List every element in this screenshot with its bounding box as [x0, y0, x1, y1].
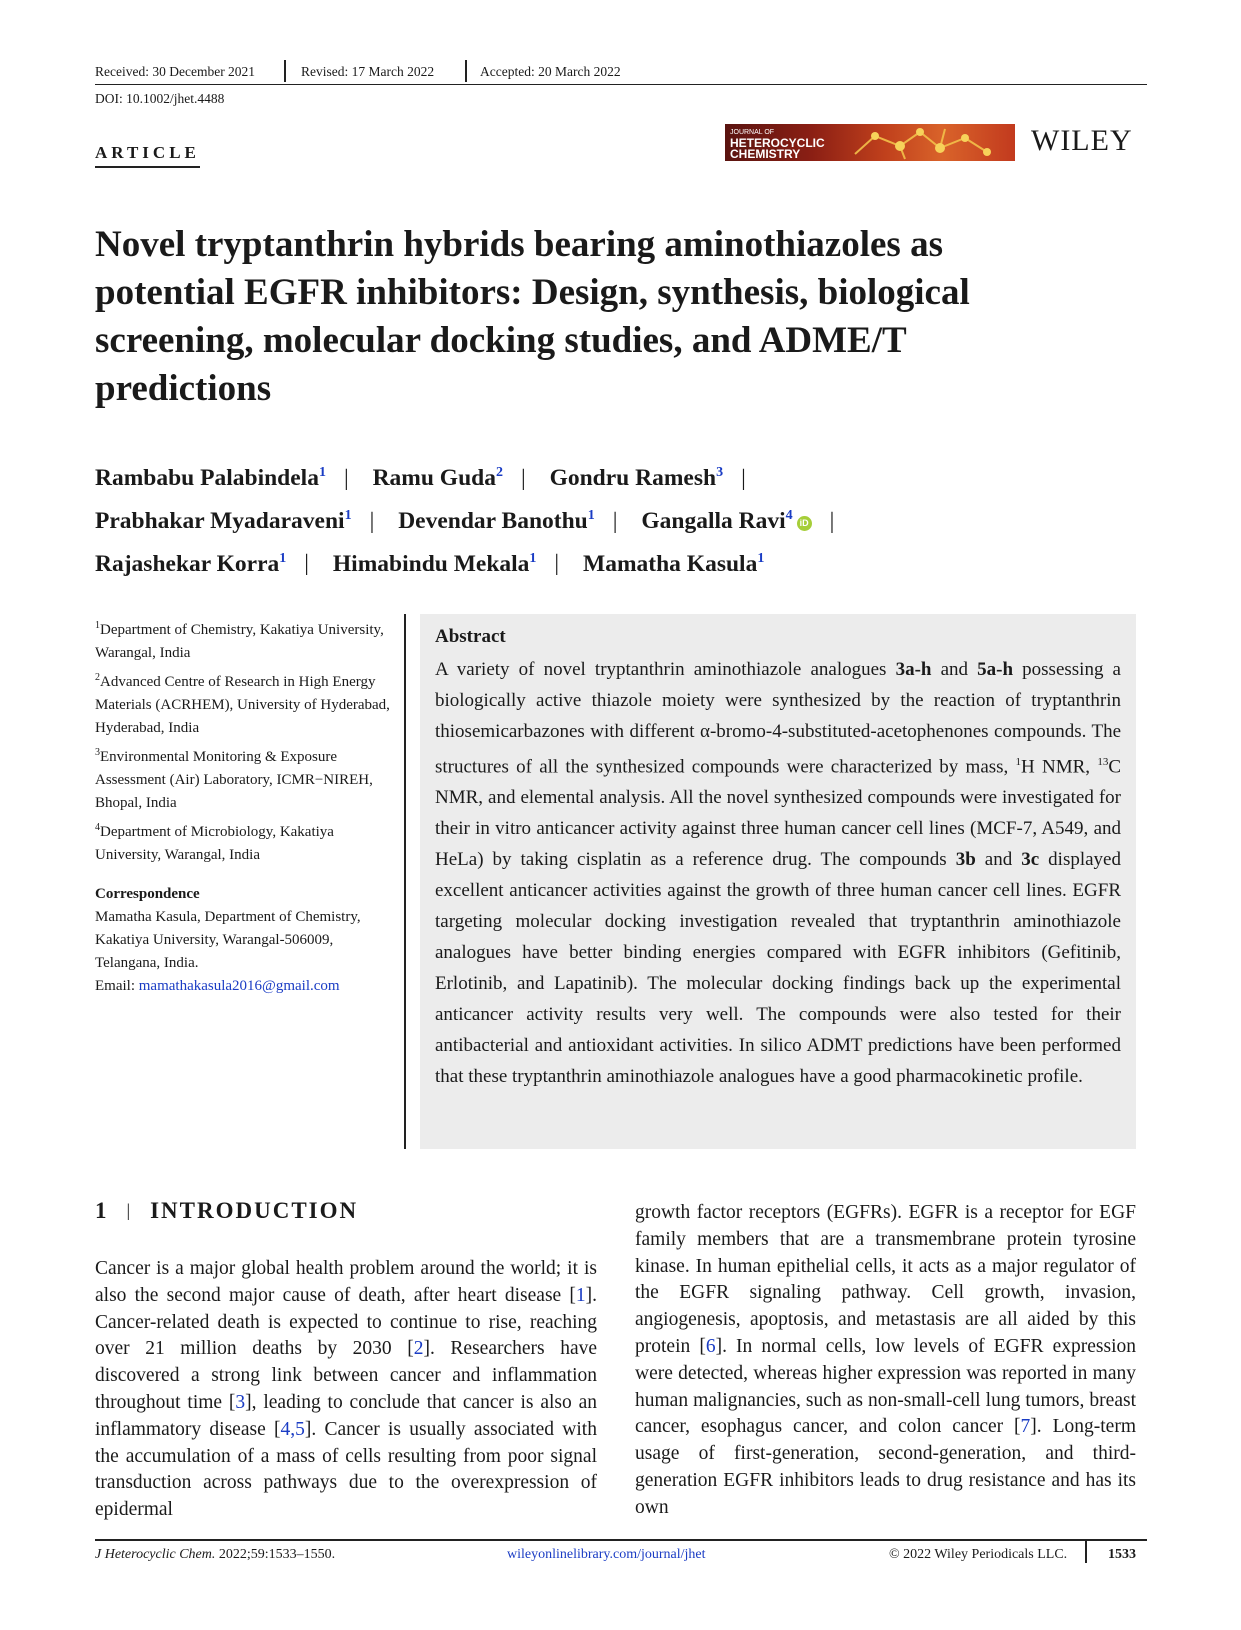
divider [284, 60, 286, 82]
affiliation-ref[interactable]: 3 [716, 465, 724, 480]
author-name[interactable]: Mamatha Kasula [583, 550, 758, 577]
revised-date: Revised: 17 March 2022 [301, 64, 435, 79]
doi[interactable]: DOI: 10.1002/jhet.4488 [95, 91, 225, 106]
divider [465, 60, 467, 82]
abstract-text: A variety of novel tryptanthrin aminothiazole analogues 3a-h and 5a-h possessing a biologically active thiazole moiety were synthesized by the reaction of tryptanthrin thiosemicarbazones with different α-bromo-4-substituted-acetophenones compounds. The structures of all the synthesized compounds were characterized by mass, $^1$H NMR, $^{13}$C NMR, and elemental analysis. All the novel synthesized compounds were investigated for their in vitro anticancer activity against three human cancer cell lines (MCF-7, A549, and HeLa) by taking cisplatin as a reference drug. The compounds 3b and 3c displayed excellent anticancer activities against the growth of three human cancer cell lines. EGFR targeting molecular docking investigation revealed that tryptanthrin aminothiazole analogues have better binding energies compared with EGFR inhibitors (Gefitinib, Erlotinib, and Lapatinib). The molecular docking findings back up the experimental anticancer activity results very well. The compounds were also tested for their antibacterial and antioxidant activities. In silico ADMT predictions have been performed that these tryptanthrin aminothiazole analogues have a good pharmacokinetic profile. [435, 659, 1121, 1088]
citation-link[interactable]: 1 [575, 1284, 586, 1306]
accepted-date: Accepted: 20 March 2022 [480, 64, 621, 79]
affiliation: $^4$Department of Microbiology, Kakatiya University, Warangal, India [95, 822, 334, 863]
citation-link[interactable]: 6 [705, 1335, 716, 1357]
author-name[interactable]: Ramu Guda [372, 464, 496, 491]
author-name[interactable]: Gondru Ramesh [549, 464, 717, 491]
author-name[interactable]: Rambabu Palabindela [95, 464, 319, 491]
date-line [95, 60, 1147, 85]
publisher-logo[interactable]: WILEY [1031, 124, 1133, 157]
footer-copyright: © 2022 Wiley Periodicals LLC. [889, 1547, 1068, 1562]
journal-url-link[interactable]: wileyonlinelibrary.com/journal/jhet [507, 1547, 706, 1562]
affiliation-ref[interactable]: 1 [757, 550, 765, 566]
correspondence [95, 883, 395, 998]
journal-logo-text: JOURNAL OF HETEROCYCLIC CHEMISTRY [730, 129, 825, 161]
citation-link[interactable]: 3 [235, 1391, 246, 1413]
abstract-rule [404, 614, 406, 1149]
author-name[interactable]: Gangalla Ravi [641, 507, 786, 534]
affiliations [95, 614, 395, 868]
affiliation-ref[interactable]: 1 [318, 465, 326, 480]
section-heading: 1 | INTRODUCTION [95, 1198, 359, 1223]
article-title: Novel tryptanthrin hybrids bearing aminothiazoles as potential EGFR inhibitors: Design, synthesis, biological screening, molecular docking studies, and ADME/T predictions [95, 224, 970, 409]
affiliation-ref[interactable]: 1 [344, 507, 352, 523]
author-name[interactable]: Himabindu Mekala [332, 550, 530, 577]
body-column-left: Cancer is a major global health problem around the world; it is also the second major cause of death, after heart disease [1]. Cancer-related death is expected to continue to rise, reaching over 21 million deaths by 2030 [2]. Researchers have discovered a strong link between cancer and inflammation throughout time [3], leading to conclude that cancer is also an inflammatory disease [4,5]. Cancer is usually associated with the accumulation of a mass of cells resulting from poor signal transduction across pathways due to the overexpression of epidermal [95, 1258, 597, 1521]
article-type-label: ARTICLE [95, 143, 200, 168]
author-list: Rambabu Palabindela$^1$ | Ramu Guda$^2$ | Gondru Ramesh$^3$ | Prabhakar Myadaraveni$^1$ | Devendar Banothu$^1$ | Gangalla Ravi$^4$ iD | Rajashekar Korra$^1$ | Himabindu Mekala$^1$ | Mamatha Kasula$^1$ [95, 464, 835, 577]
email-label: Email: [95, 978, 135, 994]
correspondence-heading: Correspondence [95, 886, 200, 902]
divider [1085, 1541, 1087, 1563]
citation-link[interactable]: 4,5 [280, 1418, 305, 1440]
affiliation-ref[interactable]: 1 [529, 550, 537, 566]
correspondence-text: Mamatha Kasula, Department of Chemistry, Kakatiya University, Warangal-506009, Telangana, India. [95, 909, 361, 971]
affiliation-ref[interactable]: 2 [495, 465, 503, 480]
affiliation: $^1$Department of Chemistry, Kakatiya University, Warangal, India [95, 620, 384, 661]
orcid-icon[interactable]: iD [797, 516, 812, 531]
page-number: 1533 [1108, 1547, 1136, 1562]
abstract-box [420, 614, 1136, 1149]
affiliation-ref[interactable]: 4 [785, 507, 793, 523]
author-name[interactable]: Prabhakar Myadaraveni [95, 507, 345, 534]
journal-logo[interactable] [725, 124, 1015, 161]
body-column-right: growth factor receptors (EGFRs). EGFR is a receptor for EGF family members that are a transmembrane protein tyrosine kinase. In human epithelial cells, it acts as a major regulator of the EGFR signaling pathway. Cell growth, invasion, angiogenesis, apoptosis, and metastasis are all aided by this protein [6]. In normal cells, low levels of EGFR expression were detected, whereas higher expression was reported in many human malignancies, such as non-small-cell lung tumors, breast cancer, esophagus cancer, and colon cancer [7]. Long-term usage of first-generation, second-generation, and third-generation EGFR inhibitors leads to drug resistance and has its own [635, 1202, 1136, 1518]
footer-citation: J Heterocyclic Chem. 2022;59:1533–1550. [95, 1547, 336, 1562]
affiliation: $^3$Environmental Monitoring & Exposure Assessment (Air) Laboratory, ICMR−NIREH, Bhopal, India [95, 747, 373, 811]
citation-link[interactable]: 7 [1020, 1416, 1031, 1438]
email-link[interactable]: mamathakasula2016@gmail.com [138, 978, 340, 994]
affiliation: $^2$Advanced Centre of Research in High Energy Materials (ACRHEM), University of Hyderabad, Hyderabad, India [95, 672, 390, 736]
received-date: Received: 30 December 2021 [95, 64, 256, 79]
affiliation-ref[interactable]: 1 [279, 550, 287, 566]
author-name[interactable]: Devendar Banothu [398, 507, 588, 534]
affiliation-ref[interactable]: 1 [587, 507, 595, 523]
citation-link[interactable]: 2 [413, 1338, 424, 1360]
abstract-heading: Abstract [435, 626, 506, 647]
author-name[interactable]: Rajashekar Korra [95, 550, 280, 577]
footer-rule [95, 1539, 1147, 1541]
